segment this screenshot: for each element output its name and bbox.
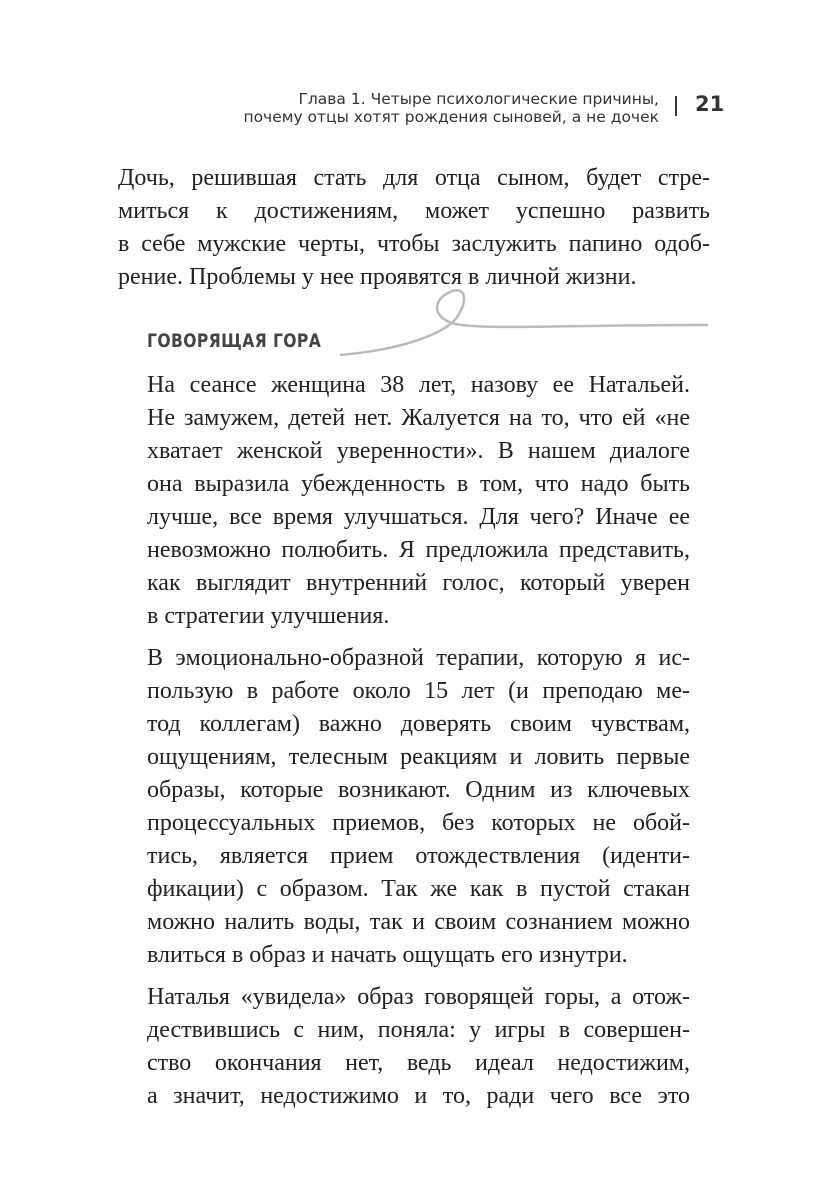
text-line: пользую в работе около 15 лет (и преподаю ме- xyxy=(147,678,690,704)
text-line: образы, которые возникают. Одним из ключевых xyxy=(147,777,690,803)
text-line: фикации) с образом. Так же как в пустой стакан xyxy=(147,876,690,902)
text-line: можно налить воды, так и своим сознанием можно xyxy=(147,909,690,935)
text-line: рение. Проблемы у нее проявятся в личной жизни. xyxy=(118,264,637,290)
text-line: Не замужем, детей нет. Жалуется на то, что ей «не xyxy=(147,405,690,431)
text-line: миться к достижениям, может успешно развить xyxy=(118,198,710,224)
page-number: 21 xyxy=(695,92,725,116)
text-line: тись, является прием отождествления (иденти- xyxy=(147,843,690,869)
chapter-title-line: Глава 1. Четыре психологические причины, xyxy=(298,90,659,108)
text-line: Наталья «увидела» образ говорящей горы, а отож- xyxy=(147,984,690,1010)
text-line: На сеансе женщина 38 лет, назову ее Натальей. xyxy=(147,372,690,398)
text-line: невозможно полюбить. Я предложила представить, xyxy=(147,537,690,563)
text-line: ство окончания нет, ведь идеал недостижим, xyxy=(147,1050,690,1076)
text-line: а значит, недостижимо и то, ради чего все это xyxy=(147,1083,690,1109)
text-line: ощущениям, телесным реакциям и ловить первые xyxy=(147,744,690,770)
chapter-title-line: почему отцы хотят рождения сыновей, а не дочек xyxy=(243,108,659,126)
text-line: Дочь, решившая стать для отца сыном, будет стре- xyxy=(118,165,710,191)
text-line: хватает женской уверенности». В нашем диалоге xyxy=(147,438,690,464)
text-line: в себе мужские черты, чтобы заслужить папино одоб- xyxy=(118,231,710,257)
text-line: дествившись с ним, поняла: у игры в совершен- xyxy=(147,1017,690,1043)
text-line: лучше, все время улучшаться. Для чего? Иначе ее xyxy=(147,504,690,530)
text-line: процессуальных приемов, без которых не обой- xyxy=(147,810,690,836)
text-line: в стратегии улучшения. xyxy=(147,603,390,629)
text-line: как выглядит внутренний голос, который уверен xyxy=(147,570,690,596)
text-line: В эмоционально-образной терапии, которую я ис- xyxy=(147,645,690,671)
text-line: тод коллегам) важно доверять своим чувствам, xyxy=(147,711,690,737)
section-title: ГОВОРЯЩАЯ ГОРА xyxy=(147,330,322,352)
text-line: она выразила убежденность в том, что надо быть xyxy=(147,471,690,497)
text-line: влиться в образ и начать ощущать его изнутри. xyxy=(147,942,628,968)
